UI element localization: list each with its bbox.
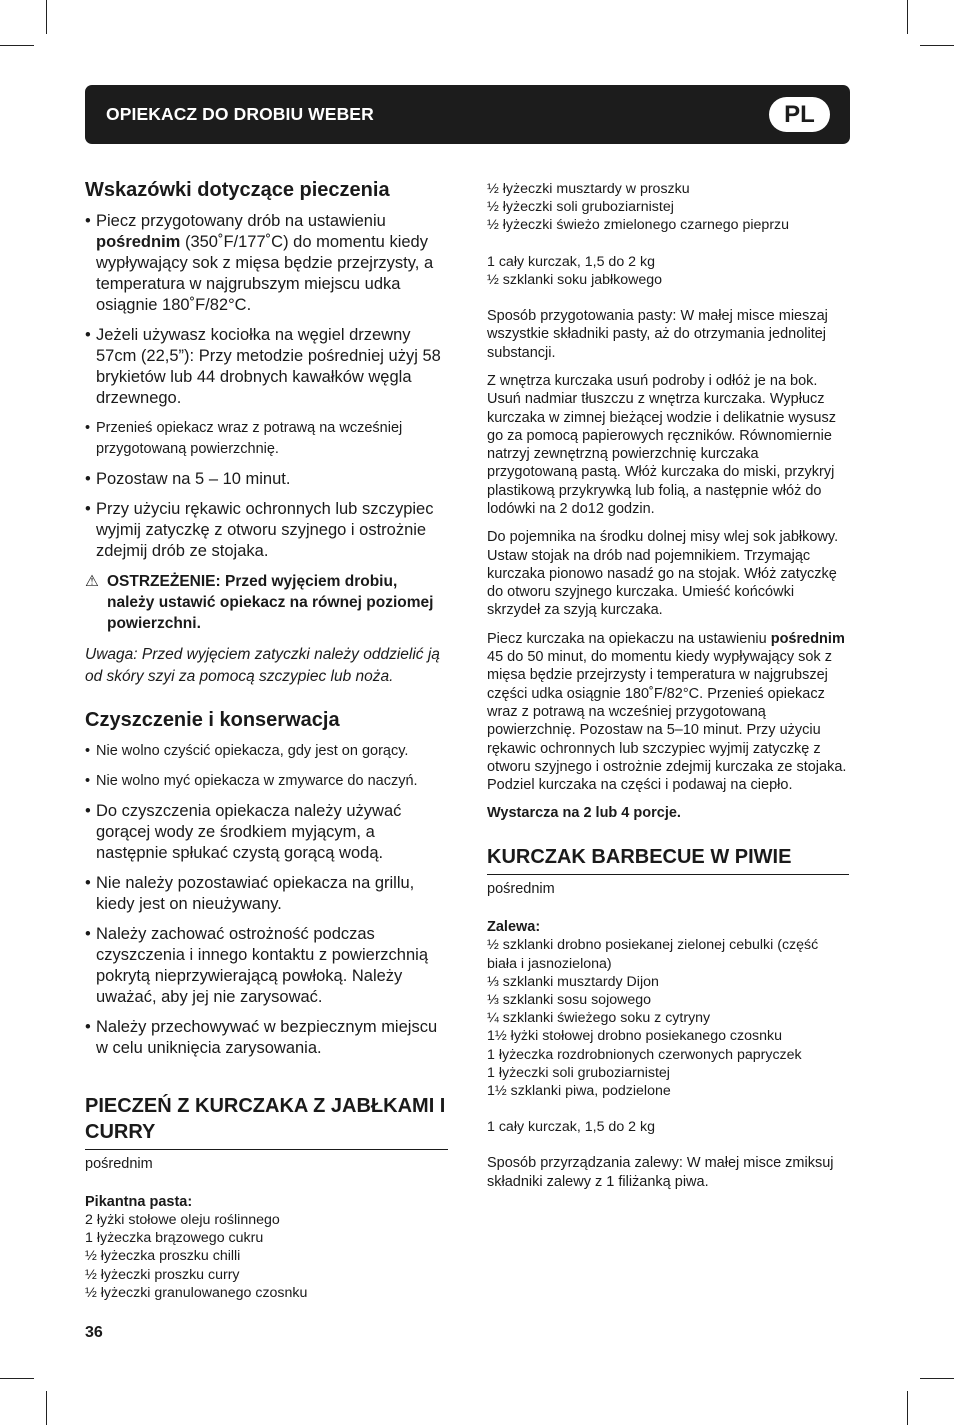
ingredient-line: ½ łyżeczka proszku chilli	[85, 1248, 241, 1265]
tip-text: (350˚F/177˚C) do momentu kiedy wypływający sok z mięsa będzie przejrzysty, a temperatura w najgrubszym miejscu udka osiągnie 180˚F/82°C.	[96, 233, 434, 314]
crop-mark	[920, 1378, 954, 1379]
header-title: OPIEKACZ DO DROBIU WEBER	[106, 104, 374, 124]
paste-label: Pikantna pasta:	[85, 1194, 193, 1210]
ingredient-line: ¼ szklanki świeżego soku z cytryny	[487, 1010, 711, 1027]
header-banner	[85, 85, 850, 144]
para-text: Piecz kurczaka na opiekaczu na ustawieniu	[487, 630, 771, 647]
recipe-title: PIECZEŃ Z KURCZAKA Z JABŁKAMI I CURRY	[85, 1093, 448, 1150]
list-item: • Przy użyciu rękawic ochronnych lub szczypiec wyjmij zatyczkę z otworu szyjnego i ostrożnie zdejmij drób ze stojaka.	[85, 499, 448, 562]
marinade-label: Zalewa:	[487, 919, 541, 936]
ingredient-line: 1½ łyżki stołowej drobno posiekanego czosnku	[487, 1028, 782, 1045]
recipe-method: pośrednim	[85, 1156, 153, 1172]
page-number: 36	[85, 1324, 103, 1341]
list-item: • Jeżeli używasz kociołka na węgiel drzewny 57cm (22,5”): Przy metodzie pośredniej użyj 58 brykietów lub 44 drobnych kawałków węgla drzewnego.	[85, 325, 448, 409]
ingredient-line: 1 łyżeczka brązowego cukru	[85, 1230, 264, 1247]
tips-list	[85, 211, 448, 562]
tip-text: Piecz przygotowany drób na ustawieniu	[96, 212, 386, 230]
para-text: 45 do 50 minut, do momentu kiedy wypływający sok z mięsa będzie przejrzysty i temperatura w najgrubszej części udka osiągnie 180˚F/82°C. Przenieś opiekacz wraz z potrawą na wcześniej przygotowaną powierzchnię. Pozostaw na 5–10 minut. Przy użyciu rękawic ochronnych lub szczypiec wyjmij zatyczkę z otworu szyjnego i ostrożnie zdejmij kurczaka ze stojaka. Podziel kurczaka na części i podawaj na ciepło.	[487, 649, 847, 794]
ingredient-line: ½ łyżeczki świeżo zmielonego czarnego pieprzu	[487, 217, 790, 234]
crop-mark	[907, 1391, 908, 1425]
list-item: • Nie należy pozostawiać opiekacza na grillu, kiedy jest on nieużywany.	[85, 873, 448, 915]
list-item: • Nie wolno czyścić opiekacza, gdy jest on gorący.	[85, 741, 448, 762]
ingredient-line: 1 łyżeczki soli gruboziarnistej	[487, 1064, 670, 1081]
language-badge: PL	[769, 97, 830, 132]
list-item: • Należy zachować ostrożność podczas czyszczenia i innego kontaktu z powierzchnią pokrytą nieprzywierającą powłoką. Należy uważać, aby jej nie zarysować.	[85, 924, 448, 1008]
list-item	[85, 211, 448, 316]
ingredient-line: ½ szklanki drobno posiekanej zielonej cebulki (część biała i jasnozielona)	[487, 937, 819, 972]
recipe-method: pośrednim	[487, 881, 555, 898]
servings-text: Wystarcza na 2 lub 4 porcje.	[487, 805, 681, 822]
ingredient-line: ½ łyżeczki musztardy w proszku	[487, 181, 690, 197]
instruction-paragraph	[487, 630, 849, 795]
left-column	[85, 178, 448, 1302]
note-text: Uwaga: Przed wyjęciem zatyczki należy oddzielić ją od skóry szyi za pomocą szczypiec lub noża.	[85, 646, 440, 685]
ingredient-line: ½ szklanki soku jabłkowego	[487, 271, 663, 288]
ingredient-line: ⅓ szklanki musztardy Dijon	[487, 973, 659, 990]
ingredient-line: ⅓ szklanki sosu sojowego	[487, 992, 652, 1009]
cleaning-heading: Czyszczenie i konserwacja	[85, 709, 340, 731]
warning-text: OSTRZEŻENIE: Przed wyjęciem drobiu, należy ustawić opiekacz na równej poziomej powierzchni.	[107, 573, 434, 632]
tip-bold: pośrednim	[96, 233, 181, 251]
list-item: • Do czyszczenia opiekacza należy używać gorącej wody ze środkiem myjącym, a następnie spłukać czystą gorącą wodą.	[85, 801, 448, 864]
instruction-paragraph: Sposób przygotowania pasty: W małej misce mieszaj wszystkie składniki pasty, aż do otrzymania jednolitej substancji.	[487, 308, 828, 361]
list-item: • Nie wolno myć opiekacza w zmywarce do naczyń.	[85, 771, 448, 792]
tips-heading: Wskazówki dotyczące pieczenia	[85, 179, 390, 201]
crop-mark	[0, 1378, 34, 1379]
list-item: • Pozostaw na 5 – 10 minut.	[85, 469, 448, 490]
warning-block	[85, 571, 448, 634]
para-bold: pośrednim	[770, 630, 845, 647]
right-column	[487, 180, 849, 1201]
crop-mark	[46, 1391, 47, 1425]
crop-mark	[0, 45, 34, 46]
instruction-paragraph: Sposób przyrządzania zalewy: W małej misce zmiksuj składniki zalewy z 1 filiżanką piwa.	[487, 1155, 834, 1190]
ingredient-line: 1 łyżeczka rozdrobnionych czerwonych papryczek	[487, 1046, 802, 1063]
ingredient-line: 1½ szklanki piwa, podzielone	[487, 1083, 671, 1100]
warning-icon: ⚠	[85, 573, 99, 590]
ingredient-line: ½ łyżeczki proszku curry	[85, 1266, 240, 1283]
list-item: • Należy przechowywać w bezpiecznym miejscu w celu uniknięcia zarysowania.	[85, 1017, 448, 1059]
crop-mark	[920, 45, 954, 46]
instruction-paragraph: Do pojemnika na środku dolnej misy wlej sok jabłkowy. Ustaw stojak na drób nad pojemnikiem. Trzymając kurczaka pionowo nasadź go na stojak. Włóż zatyczkę do otworu szyjnego kurczaka. Umieść końcówki skrzydeł za szyją kurczaka.	[487, 529, 839, 619]
list-item: • Przenieś opiekacz wraz z potrawą na wcześniej przygotowaną powierzchnię.	[85, 418, 448, 460]
recipe-title: KURCZAK BARBECUE W PIWIE	[487, 844, 849, 875]
ingredient-line: 2 łyżki stołowe oleju roślinnego	[85, 1212, 280, 1228]
crop-mark	[907, 0, 908, 34]
ingredient-line: ½ łyżeczki soli gruboziarnistej	[487, 199, 674, 216]
crop-mark	[46, 0, 47, 34]
cleaning-list	[85, 741, 448, 1059]
instruction-paragraph: Z wnętrza kurczaka usuń podroby i odłóż je na bok. Usuń nadmiar tłuszczu z wnętrza kurczaka. Wypłucz kurczaka w zimnej bieżącej wodzie i delikatnie wysusz go za pomocą papierowych ręczników. Równomiernie natrzyj zewnętrzną powierzchnię kurczaka przygotowaną pastą. Włóż kurczaka do miski, przykryj plastikową przykrywką lub folią, a następnie włóż do lodówki na 2 do12 godzin.	[487, 372, 836, 517]
ingredient-line: 1 cały kurczak, 1,5 do 2 kg	[487, 1119, 655, 1136]
ingredient-line: 1 cały kurczak, 1,5 do 2 kg	[487, 253, 655, 270]
ingredient-line: ½ łyżeczki granulowanego czosnku	[85, 1284, 308, 1301]
